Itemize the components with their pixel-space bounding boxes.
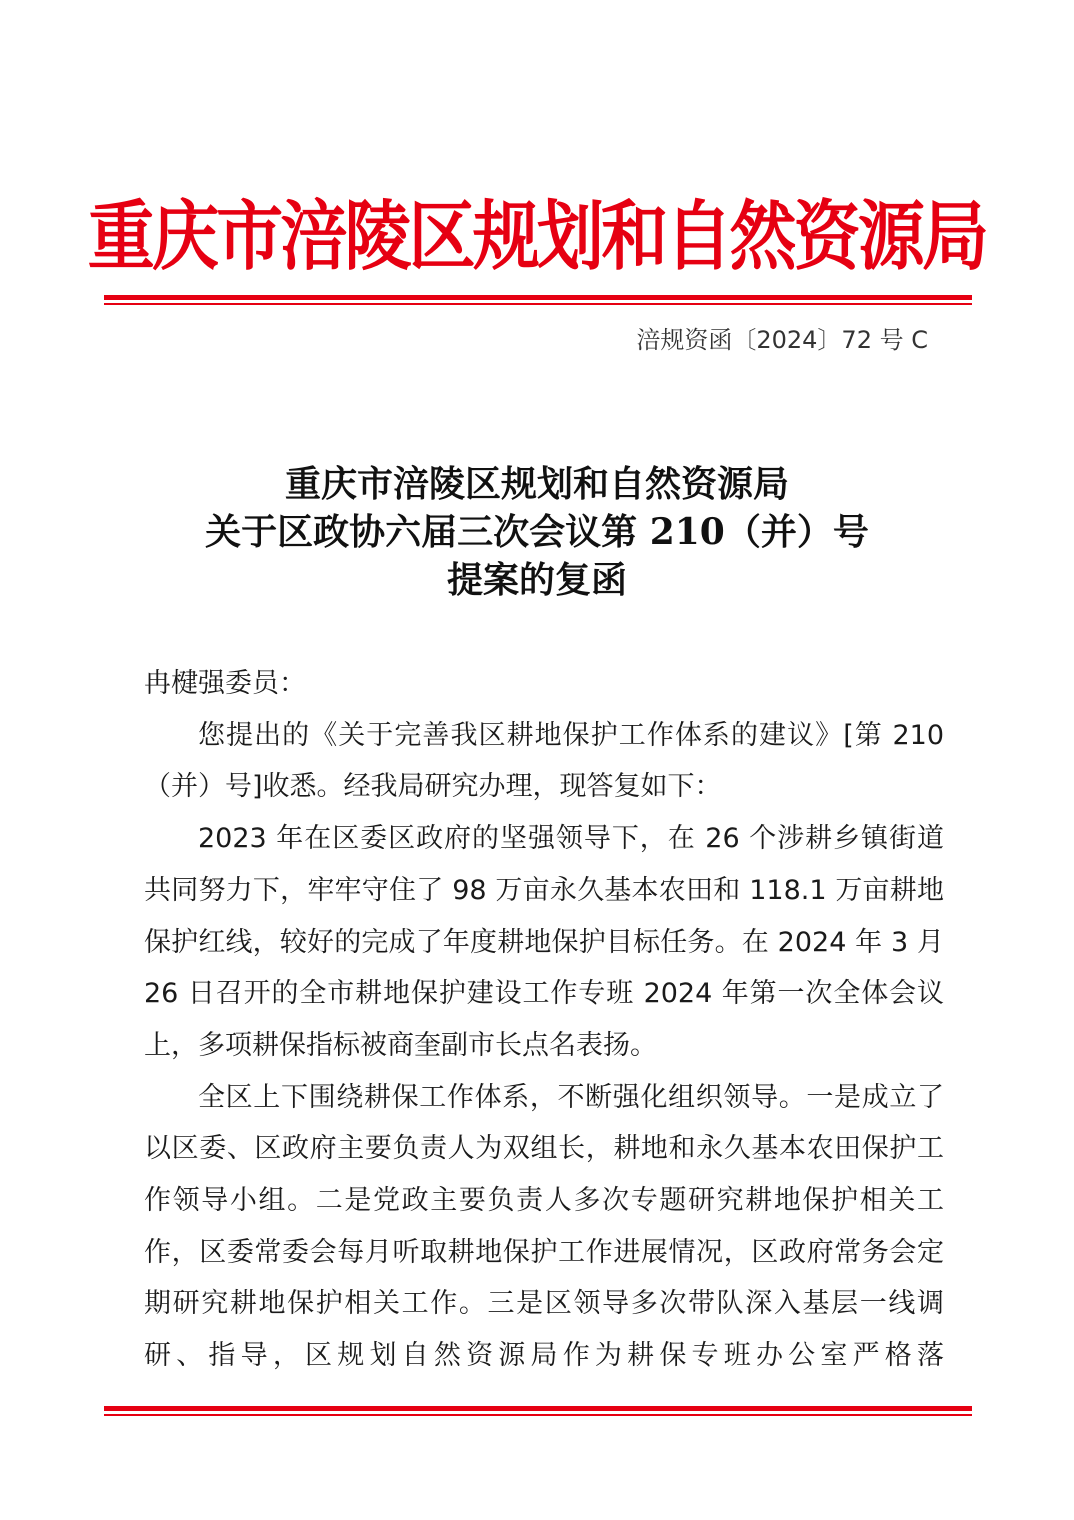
title-line-1: 重庆市涪陵区规划和自然资源局	[284, 463, 789, 505]
salutation: 冉楗强委员：	[144, 668, 306, 699]
body-paragraph: 全区上下围绕耕保工作体系，不断强化组织领导。一是成立了以区委、区政府主要负责人为双组长，耕地和永久基本农田保护工作领导小组。二是党政主要负责人多次专题研究耕地保护相关工作，区委常委会每月听取耕地保护工作进展情况，区政府常务会定期研究耕地保护相关工作。三是区领导多次带队深入基层一线调研、指导，区规划自然资源局作为耕保专班办公室严格落	[144, 1081, 944, 1372]
letterhead-org-name: 重庆市涪陵区规划和自然资源局	[87, 191, 987, 281]
body-paragraph: 您提出的《关于完善我区耕地保护工作体系的建议》[第 210（并）号]收悉。经我局研究办理，现答复如下：	[144, 719, 944, 803]
title-line-3: 提案的复函	[446, 559, 627, 601]
letterhead-divider-thin	[104, 303, 972, 305]
body-paragraph: 2023 年在区委区政府的坚强领导下，在 26 个涉耕乡镇街道共同努力下，牢牢守住了 98 万亩永久基本农田和 118.1 万亩耕地保护红线，较好的完成了年度耕地保护目标任务。在 2024 年 3 月 26 日召开的全市耕地保护建设工作专班 2024 年第一次全体会议上，多项耕保指标被商奎副市长点名表扬。	[144, 823, 944, 1061]
footer-divider-thin	[104, 1414, 972, 1416]
document-title	[0, 460, 1074, 604]
document-number: 涪规资函〔2024〕72 号 C	[636, 326, 928, 354]
footer-divider-thick	[104, 1406, 972, 1411]
document-body	[144, 658, 944, 1382]
title-line-2: 关于区政协六届三次会议第 210（并）号	[205, 511, 869, 553]
letterhead-divider-thick	[104, 295, 972, 300]
